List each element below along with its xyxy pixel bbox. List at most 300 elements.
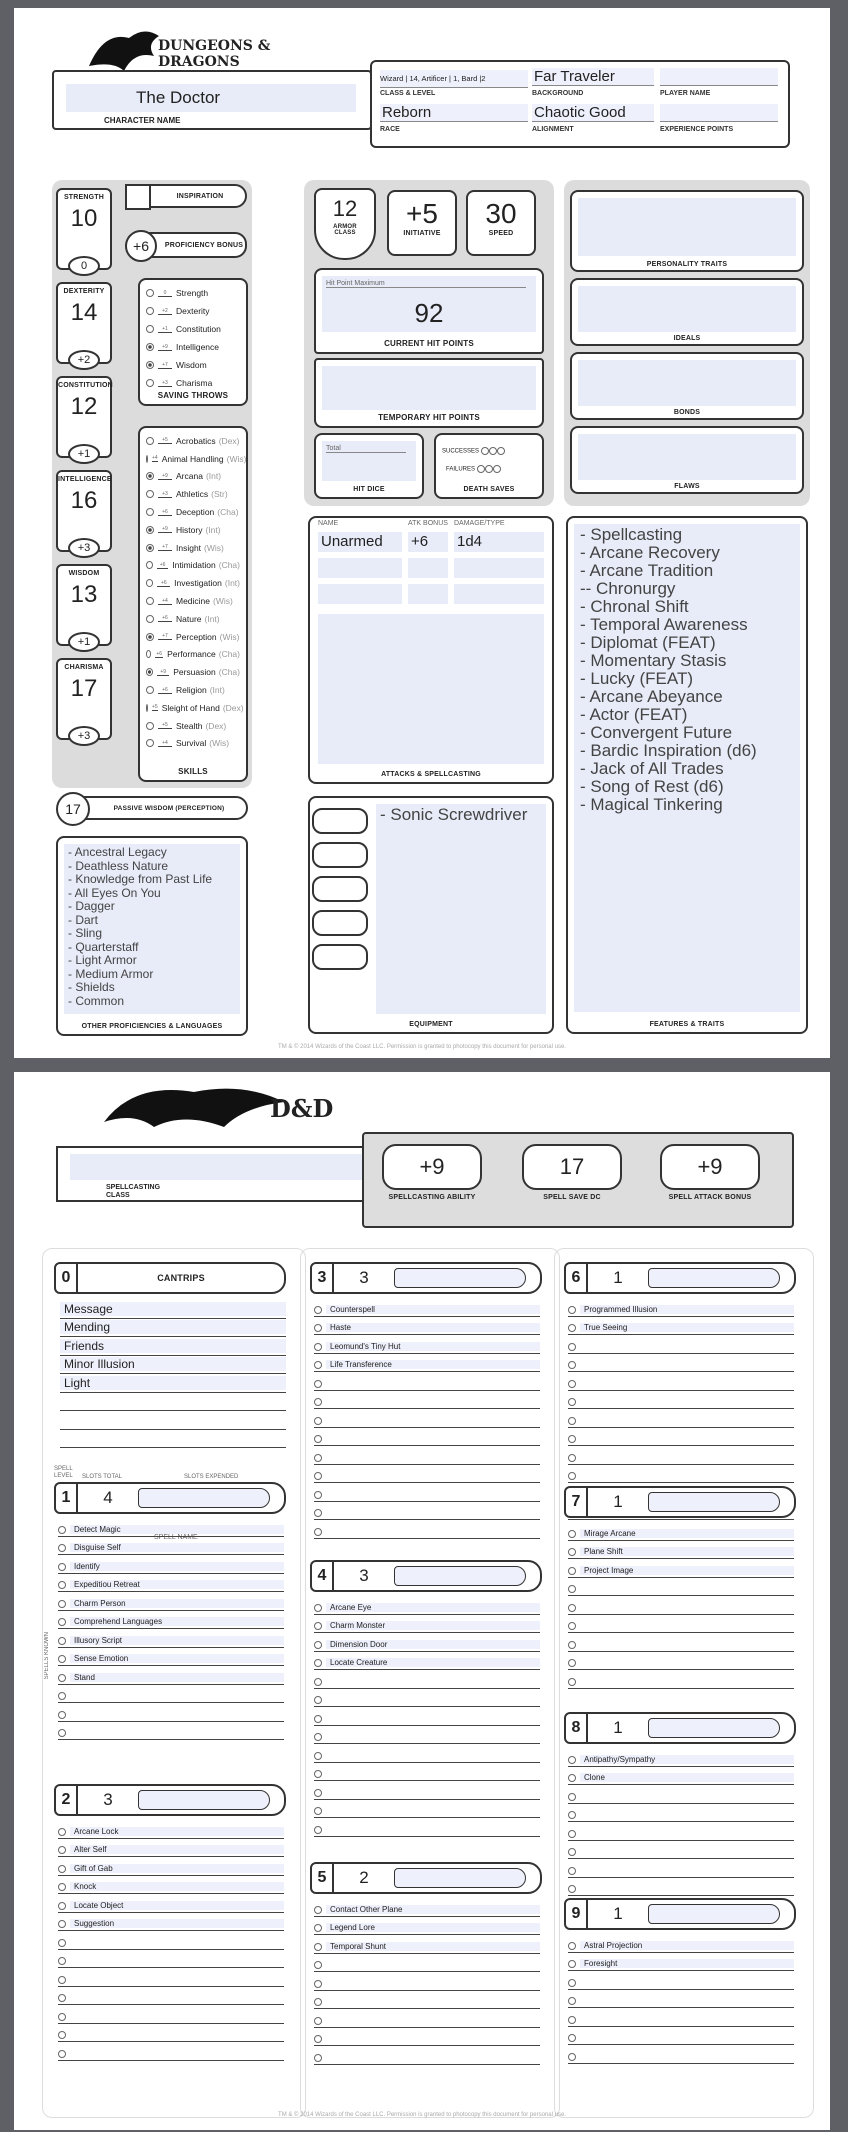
prepared-dot[interactable] — [314, 1696, 322, 1704]
prepared-dot[interactable] — [568, 1659, 576, 1667]
spell-row[interactable] — [314, 1744, 540, 1763]
skill-mod[interactable]: +7 — [158, 633, 172, 640]
save-mod[interactable]: +2 — [158, 308, 172, 315]
cantrip-name[interactable]: Friends — [60, 1339, 286, 1353]
attack-name[interactable] — [318, 558, 402, 578]
spell-name[interactable]: Suggestion — [70, 1919, 284, 1928]
prepared-dot[interactable] — [568, 2053, 576, 2061]
slots-total[interactable]: 3 — [359, 1566, 369, 1585]
spell-name[interactable]: Counterspell — [326, 1305, 540, 1314]
spell-ability-value[interactable]: +9 — [382, 1144, 482, 1190]
prepared-dot[interactable] — [568, 1435, 576, 1443]
spell-row[interactable] — [314, 1520, 540, 1539]
spell-row[interactable] — [568, 1841, 794, 1860]
spell-name[interactable]: Stand — [70, 1673, 284, 1682]
save-mod[interactable]: +7 — [158, 362, 172, 369]
spell-row[interactable] — [58, 1611, 284, 1630]
prepared-dot[interactable] — [314, 1807, 322, 1815]
failure-1[interactable] — [477, 465, 485, 473]
spell-row[interactable] — [314, 1652, 540, 1671]
prepared-dot[interactable] — [314, 1733, 322, 1741]
proficiency-dot[interactable] — [146, 544, 154, 552]
prepared-dot[interactable] — [568, 1361, 576, 1369]
proficiency-dot[interactable] — [146, 472, 154, 480]
spell-row[interactable] — [58, 1987, 284, 2006]
proficiency-dot[interactable] — [146, 633, 154, 641]
spell-row[interactable] — [314, 1670, 540, 1689]
spell-row[interactable] — [314, 1354, 540, 1373]
prepared-dot[interactable] — [58, 1600, 66, 1608]
prepared-dot[interactable] — [568, 1793, 576, 1801]
prepared-dot[interactable] — [568, 1567, 576, 1575]
prepared-dot[interactable] — [314, 1998, 322, 2006]
skill-row[interactable] — [146, 663, 240, 681]
speed-value[interactable]: 30 — [485, 198, 517, 229]
prepared-dot[interactable] — [568, 1997, 576, 2005]
proficiency-dot[interactable] — [146, 561, 153, 569]
cantrip-row[interactable] — [60, 1356, 286, 1375]
prepared-dot[interactable] — [568, 1324, 576, 1332]
proficiency-dot[interactable] — [146, 437, 154, 445]
spell-dc-value[interactable]: 17 — [522, 1144, 622, 1190]
spell-name[interactable]: Dimension Door — [326, 1640, 540, 1649]
spell-row[interactable] — [314, 1898, 540, 1917]
cantrip-name[interactable]: Minor Illusion — [60, 1357, 286, 1371]
coin-cp[interactable] — [312, 808, 368, 834]
skill-mod[interactable]: +5 — [158, 722, 172, 729]
spell-row[interactable] — [314, 1818, 540, 1837]
spell-name[interactable]: Knock — [70, 1882, 284, 1891]
spell-row[interactable] — [314, 1335, 540, 1354]
skill-mod[interactable]: +6 — [158, 509, 172, 516]
prepared-dot[interactable] — [58, 1883, 66, 1891]
spell-row[interactable] — [58, 1666, 284, 1685]
proficiency-dot[interactable] — [146, 686, 154, 694]
skill-mod[interactable]: +6 — [158, 615, 172, 622]
ability-score[interactable]: 17 — [70, 675, 98, 702]
ability-score[interactable]: 12 — [70, 393, 98, 420]
spell-row[interactable] — [314, 1763, 540, 1782]
prepared-dot[interactable] — [314, 1604, 322, 1612]
slots-expended[interactable] — [648, 1718, 780, 1738]
success-3[interactable] — [497, 447, 505, 455]
prepared-dot[interactable] — [568, 1454, 576, 1462]
proficiency-dot[interactable] — [146, 739, 154, 747]
spell-row[interactable] — [314, 1298, 540, 1317]
skill-mod[interactable]: +4 — [152, 455, 158, 462]
slots-expended[interactable] — [394, 1566, 526, 1586]
alignment-field[interactable]: Chaotic Good — [532, 104, 654, 122]
spell-row[interactable] — [568, 1859, 794, 1878]
prepared-dot[interactable] — [568, 1343, 576, 1351]
spell-row[interactable] — [568, 1785, 794, 1804]
prepared-dot[interactable] — [314, 2035, 322, 2043]
race-field[interactable]: Reborn — [380, 104, 528, 122]
prepared-dot[interactable] — [58, 1544, 66, 1552]
prepared-dot[interactable] — [58, 1581, 66, 1589]
prepared-dot[interactable] — [568, 1979, 576, 1987]
spell-name[interactable]: Plane Shift — [580, 1547, 794, 1556]
spell-row[interactable] — [58, 1555, 284, 1574]
skill-row[interactable] — [146, 592, 240, 610]
prepared-dot[interactable] — [58, 1711, 66, 1719]
cantrip-row[interactable] — [60, 1393, 286, 1412]
prepared-dot[interactable] — [314, 1622, 322, 1630]
skill-mod[interactable]: +9 — [158, 526, 172, 533]
spell-row[interactable] — [314, 1317, 540, 1336]
skill-mod[interactable]: +3 — [158, 491, 172, 498]
ability-score[interactable]: 13 — [70, 581, 98, 608]
attack-bonus[interactable] — [408, 558, 448, 578]
spell-name[interactable]: Detect Magic — [70, 1525, 284, 1534]
spell-row[interactable] — [314, 1707, 540, 1726]
spell-row[interactable] — [314, 1689, 540, 1708]
spellcasting-class-field[interactable] — [70, 1154, 364, 1180]
slots-total[interactable]: 3 — [359, 1268, 369, 1287]
background-field[interactable]: Far Traveler — [532, 68, 654, 86]
spell-name[interactable]: Haste — [326, 1323, 540, 1332]
ability-modifier[interactable]: 0 — [68, 256, 100, 276]
proficiency-dot[interactable] — [146, 307, 154, 315]
spell-name[interactable]: Charm Monster — [326, 1621, 540, 1630]
spell-name[interactable]: Mirage Arcane — [580, 1529, 794, 1538]
spell-row[interactable] — [58, 1574, 284, 1593]
proficiency-dot[interactable] — [146, 597, 154, 605]
slots-total[interactable]: 1 — [613, 1718, 623, 1737]
ability-score[interactable]: 14 — [70, 299, 98, 326]
save-mod[interactable]: +9 — [158, 344, 172, 351]
prepared-dot[interactable] — [568, 1756, 576, 1764]
spell-row[interactable] — [314, 1781, 540, 1800]
prepared-dot[interactable] — [568, 1398, 576, 1406]
cantrip-row[interactable] — [60, 1300, 286, 1319]
prepared-dot[interactable] — [314, 1491, 322, 1499]
spell-row[interactable] — [314, 1615, 540, 1634]
prepared-dot[interactable] — [58, 1902, 66, 1910]
spell-row[interactable] — [58, 1894, 284, 1913]
experience-field[interactable] — [660, 104, 778, 122]
prepared-dot[interactable] — [314, 1980, 322, 1988]
spell-name[interactable]: Expeditiou Retreat — [70, 1580, 284, 1589]
spell-name[interactable]: Gift of Gab — [70, 1864, 284, 1873]
skill-row[interactable] — [146, 503, 240, 521]
prepared-dot[interactable] — [58, 1957, 66, 1965]
save-mod[interactable]: +1 — [158, 326, 172, 333]
spell-row[interactable] — [568, 1990, 794, 2009]
prepared-dot[interactable] — [314, 1659, 322, 1667]
spell-row[interactable] — [568, 1953, 794, 1972]
spell-name[interactable]: Leomund's Tiny Hut — [326, 1342, 540, 1351]
spell-row[interactable] — [314, 1446, 540, 1465]
prepared-dot[interactable] — [314, 1826, 322, 1834]
skill-row[interactable] — [146, 432, 240, 450]
skill-row[interactable] — [146, 646, 240, 664]
spell-row[interactable] — [568, 1372, 794, 1391]
spell-row[interactable] — [568, 1748, 794, 1767]
prepared-dot[interactable] — [568, 1622, 576, 1630]
other-proficiencies-field[interactable] — [64, 844, 240, 1014]
slots-expended[interactable] — [138, 1790, 270, 1810]
prepared-dot[interactable] — [568, 1678, 576, 1686]
skill-row[interactable] — [146, 681, 240, 699]
spell-row[interactable] — [58, 2005, 284, 2024]
spell-row[interactable] — [568, 1409, 794, 1428]
slots-expended[interactable] — [138, 1488, 270, 1508]
spell-row[interactable] — [58, 2024, 284, 2043]
spell-name[interactable]: Sense Emotion — [70, 1654, 284, 1663]
initiative-value[interactable]: +5 — [406, 198, 438, 229]
attack-bonus[interactable] — [408, 584, 448, 604]
prepared-dot[interactable] — [568, 2034, 576, 2042]
prepared-dot[interactable] — [58, 1526, 66, 1534]
saving-throw-row[interactable] — [146, 356, 240, 374]
spell-row[interactable] — [314, 1633, 540, 1652]
skill-mod[interactable]: +6 — [157, 580, 170, 587]
cantrip-name[interactable]: Light — [60, 1376, 286, 1390]
attack-damage[interactable] — [454, 558, 544, 578]
spell-name[interactable]: Clone — [580, 1773, 794, 1782]
attack-damage[interactable]: 1d4 — [454, 532, 544, 552]
spell-name[interactable]: Identify — [70, 1562, 284, 1571]
spell-row[interactable] — [58, 1685, 284, 1704]
spell-row[interactable] — [314, 2046, 540, 2065]
spell-row[interactable] — [568, 1822, 794, 1841]
armor-class-value[interactable]: 12 — [332, 196, 358, 221]
spell-row[interactable] — [314, 1991, 540, 2010]
spell-row[interactable] — [314, 1726, 540, 1745]
prepared-dot[interactable] — [314, 1509, 322, 1517]
spell-row[interactable] — [568, 1670, 794, 1689]
coin-sp[interactable] — [312, 842, 368, 868]
spell-row[interactable] — [314, 1428, 540, 1447]
cantrip-name[interactable]: Mending — [60, 1320, 286, 1334]
ability-modifier[interactable]: +1 — [68, 632, 100, 652]
spell-row[interactable] — [314, 1596, 540, 1615]
prepared-dot[interactable] — [568, 1530, 576, 1538]
prepared-dot[interactable] — [314, 1943, 322, 1951]
ideals-field[interactable] — [578, 286, 796, 332]
prepared-dot[interactable] — [568, 1774, 576, 1782]
spell-row[interactable] — [314, 1972, 540, 1991]
skill-mod[interactable]: +6 — [157, 562, 168, 569]
spell-row[interactable] — [568, 1522, 794, 1541]
cantrip-name[interactable]: Message — [60, 1302, 286, 1316]
failure-3[interactable] — [493, 465, 501, 473]
skill-row[interactable] — [146, 699, 244, 717]
proficiency-dot[interactable] — [146, 579, 153, 587]
spell-row[interactable] — [58, 1592, 284, 1611]
prepared-dot[interactable] — [58, 1920, 66, 1928]
skill-mod[interactable]: +9 — [157, 669, 169, 676]
prepared-dot[interactable] — [568, 1472, 576, 1480]
prepared-dot[interactable] — [568, 1811, 576, 1819]
proficiency-dot[interactable] — [146, 722, 154, 730]
spell-row[interactable] — [314, 1800, 540, 1819]
inspiration-field[interactable] — [125, 184, 151, 210]
prepared-dot[interactable] — [58, 1618, 66, 1626]
spell-row[interactable] — [314, 1483, 540, 1502]
prepared-dot[interactable] — [58, 1939, 66, 1947]
spell-row[interactable] — [568, 1633, 794, 1652]
prepared-dot[interactable] — [568, 1548, 576, 1556]
spell-name[interactable]: Programmed Illusion — [580, 1305, 794, 1314]
prepared-dot[interactable] — [568, 1585, 576, 1593]
spell-row[interactable] — [58, 1537, 284, 1556]
spell-row[interactable] — [568, 1596, 794, 1615]
spell-row[interactable] — [58, 1857, 284, 1876]
personality-field[interactable] — [578, 198, 796, 256]
prepared-dot[interactable] — [568, 1417, 576, 1425]
prepared-dot[interactable] — [58, 1865, 66, 1873]
prepared-dot[interactable] — [314, 1924, 322, 1932]
prepared-dot[interactable] — [58, 1846, 66, 1854]
saving-throw-row[interactable] — [146, 374, 240, 392]
ability-modifier[interactable]: +3 — [68, 726, 100, 746]
proficiency-dot[interactable] — [146, 343, 154, 351]
spell-name[interactable]: Comprehend Languages — [70, 1617, 284, 1626]
spell-name[interactable]: Arcane Lock — [70, 1827, 284, 1836]
prepared-dot[interactable] — [314, 1678, 322, 1686]
equipment-field[interactable] — [376, 804, 546, 1014]
skill-mod[interactable]: +6 — [158, 687, 172, 694]
prepared-dot[interactable] — [314, 1398, 322, 1406]
prepared-dot[interactable] — [58, 1563, 66, 1571]
skill-row[interactable] — [146, 717, 240, 735]
spell-row[interactable] — [568, 2027, 794, 2046]
spell-row[interactable] — [314, 1391, 540, 1410]
skill-mod[interactable]: +9 — [158, 473, 172, 480]
bonds-field[interactable] — [578, 360, 796, 406]
spell-row[interactable] — [58, 1820, 284, 1839]
slots-expended[interactable] — [394, 1868, 526, 1888]
spell-name[interactable]: Legend Lore — [326, 1923, 540, 1932]
slots-total[interactable]: 2 — [359, 1868, 369, 1887]
spell-row[interactable] — [58, 1839, 284, 1858]
slots-total[interactable]: 1 — [613, 1268, 623, 1287]
skill-row[interactable] — [146, 557, 240, 575]
spell-name[interactable]: Locate Object — [70, 1901, 284, 1910]
skill-row[interactable] — [146, 468, 240, 486]
prepared-dot[interactable] — [58, 1674, 66, 1682]
spell-row[interactable] — [58, 1518, 284, 1537]
proficiency-dot[interactable] — [146, 325, 154, 333]
prepared-dot[interactable] — [314, 1435, 322, 1443]
prepared-dot[interactable] — [314, 1454, 322, 1462]
prepared-dot[interactable] — [314, 1361, 322, 1369]
prepared-dot[interactable] — [568, 1641, 576, 1649]
attack-name[interactable]: Unarmed — [318, 532, 402, 552]
spell-row[interactable] — [568, 1391, 794, 1410]
slots-total[interactable]: 1 — [613, 1492, 623, 1511]
slots-expended[interactable] — [648, 1492, 780, 1512]
spell-row[interactable] — [568, 1878, 794, 1897]
spell-name[interactable]: True Seeing — [580, 1323, 794, 1332]
prepared-dot[interactable] — [58, 1828, 66, 1836]
prepared-dot[interactable] — [314, 1961, 322, 1969]
prepared-dot[interactable] — [314, 1752, 322, 1760]
prepared-dot[interactable] — [314, 1380, 322, 1388]
prepared-dot[interactable] — [314, 1306, 322, 1314]
spell-name[interactable]: Temporal Shunt — [326, 1942, 540, 1951]
prepared-dot[interactable] — [568, 1380, 576, 1388]
skill-mod[interactable]: +4 — [158, 598, 172, 605]
spell-row[interactable] — [568, 1354, 794, 1373]
features-field[interactable] — [574, 524, 800, 1012]
spell-row[interactable] — [568, 1317, 794, 1336]
spell-row[interactable] — [314, 1935, 540, 1954]
spell-row[interactable] — [568, 1428, 794, 1447]
skill-row[interactable] — [146, 610, 240, 628]
ability-modifier[interactable]: +3 — [68, 538, 100, 558]
spell-row[interactable] — [568, 2045, 794, 2064]
prepared-dot[interactable] — [58, 1994, 66, 2002]
passive-wisdom-value[interactable]: 17 — [56, 792, 90, 826]
prepared-dot[interactable] — [568, 1830, 576, 1838]
spell-row[interactable] — [314, 2028, 540, 2047]
spell-row[interactable] — [314, 2009, 540, 2028]
spell-row[interactable] — [568, 1804, 794, 1823]
spell-row[interactable] — [568, 1934, 794, 1953]
spell-row[interactable] — [568, 1971, 794, 1990]
slots-expended[interactable] — [648, 1904, 780, 1924]
spell-row[interactable] — [58, 1703, 284, 1722]
skill-row[interactable] — [146, 450, 247, 468]
proficiency-dot[interactable] — [146, 379, 154, 387]
saving-throw-row[interactable] — [146, 338, 240, 356]
prepared-dot[interactable] — [314, 1715, 322, 1723]
prepared-dot[interactable] — [568, 1848, 576, 1856]
proficiency-dot[interactable] — [146, 704, 148, 712]
attack-name[interactable] — [318, 584, 402, 604]
spell-row[interactable] — [568, 1559, 794, 1578]
spell-name[interactable]: Life Transference — [326, 1360, 540, 1369]
failure-2[interactable] — [485, 465, 493, 473]
prepared-dot[interactable] — [314, 1641, 322, 1649]
cantrip-row[interactable] — [60, 1430, 286, 1449]
spell-name[interactable]: Charm Person — [70, 1599, 284, 1608]
skill-mod[interactable]: +7 — [158, 544, 172, 551]
skill-row[interactable] — [146, 574, 240, 592]
skill-row[interactable] — [146, 735, 240, 753]
spell-row[interactable] — [568, 1578, 794, 1597]
slots-expended[interactable] — [648, 1268, 780, 1288]
skill-mod[interactable]: +4 — [158, 740, 172, 747]
slots-total[interactable]: 3 — [103, 1790, 113, 1809]
spell-name[interactable]: Foresight — [580, 1959, 794, 1968]
ability-modifier[interactable]: +1 — [68, 444, 100, 464]
prepared-dot[interactable] — [314, 2054, 322, 2062]
ability-score[interactable]: 16 — [70, 487, 98, 514]
spell-row[interactable] — [568, 1541, 794, 1560]
character-name-field[interactable]: The Doctor — [66, 84, 356, 112]
coin-ep[interactable] — [312, 876, 368, 902]
spellcasting-notes[interactable] — [318, 614, 544, 764]
spell-row[interactable] — [568, 1615, 794, 1634]
proficiency-dot[interactable] — [146, 526, 154, 534]
proficiency-dot[interactable] — [146, 361, 154, 369]
proficiency-dot[interactable] — [146, 289, 154, 297]
prepared-dot[interactable] — [58, 1692, 66, 1700]
proficiency-dot[interactable] — [146, 668, 153, 676]
spell-row[interactable] — [568, 1298, 794, 1317]
spell-row[interactable] — [58, 1629, 284, 1648]
ability-score[interactable]: 10 — [70, 205, 98, 232]
cantrip-row[interactable] — [60, 1411, 286, 1430]
prepared-dot[interactable] — [568, 1885, 576, 1893]
proficiency-dot[interactable] — [146, 455, 148, 463]
proficiency-dot[interactable] — [146, 615, 154, 623]
spell-row[interactable] — [568, 1767, 794, 1786]
